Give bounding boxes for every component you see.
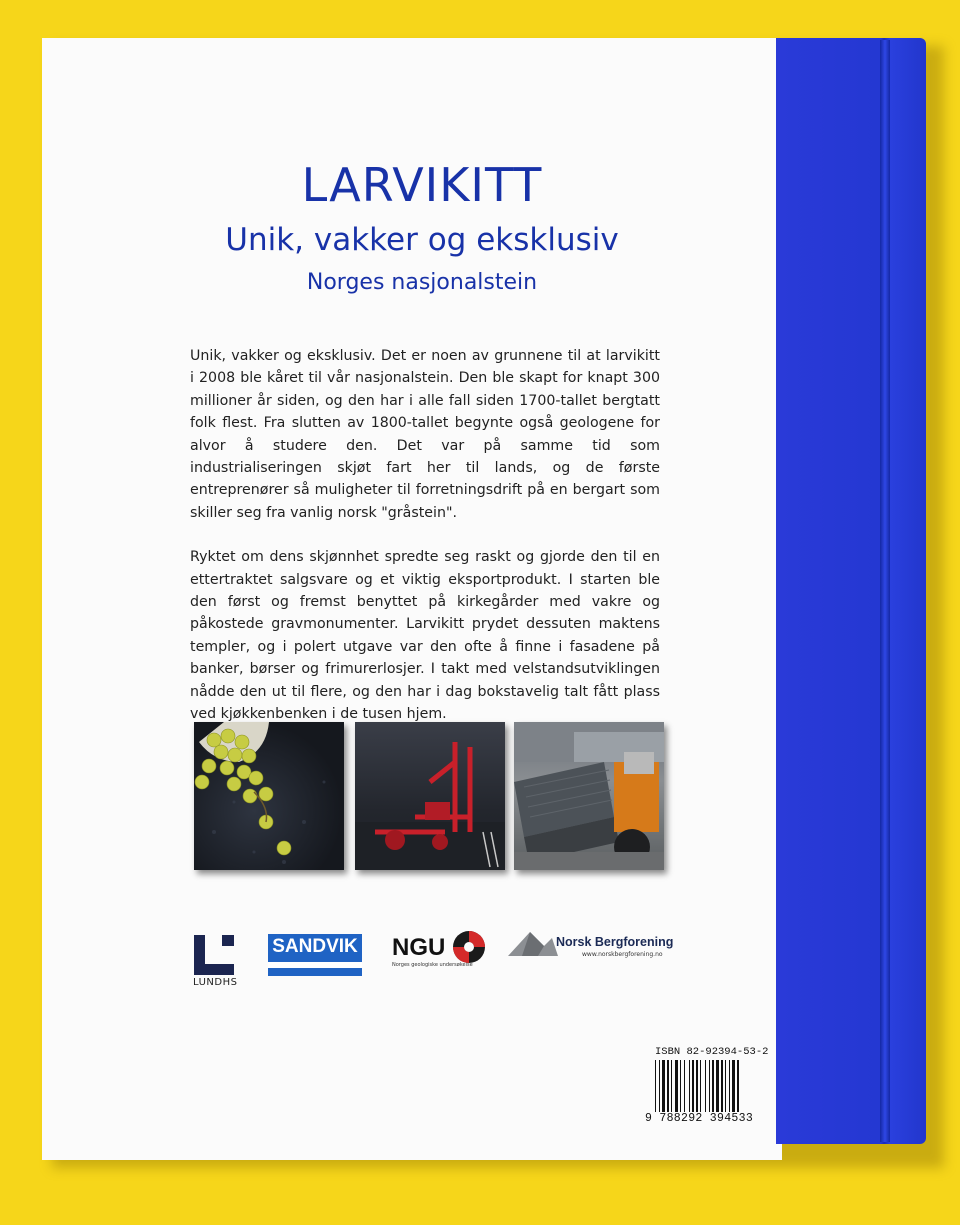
- norsk-bergforening-url: www.norskbergforening.no: [582, 951, 663, 958]
- book-subtitle: Unik, vakker og eksklusiv: [225, 222, 619, 258]
- book-subtitle-secondary: Norges nasjonalstein: [306, 270, 538, 295]
- ngu-logo-text: NGU: [392, 934, 446, 961]
- ngu-logo-subtext: Norges geologiske undersøkelse: [392, 962, 473, 968]
- drilling-rig-image: [355, 722, 505, 870]
- grapes-image: [194, 722, 344, 870]
- spine-groove: [880, 40, 890, 1142]
- ngu-logo-icon: [452, 930, 486, 964]
- lundhs-logo-text: LUNDHS: [193, 977, 238, 988]
- sandvik-logo: SANDVIK: [268, 934, 362, 976]
- photo-drilling-rig: [355, 722, 505, 870]
- book-title: LARVIKITT: [301, 158, 543, 212]
- quarry-image: [514, 722, 664, 870]
- blurb-paragraph-1: Unik, vakker og eksklusiv. Det er noen av grunnene til at larvikitt i 2008 ble kåret til vår nasjonalstein. Den ble skapt for knapt 300 millioner år siden, og den har i alle fall siden 1700-tallet bergtatt folk flest. Fra slutten av 1800-tallet begynte også geologene for alvor å studere den. Det var på samme tid som industrialiseringen skjøt fart her til lands, og de første entreprenører så muligheter til forretningsdrift på en bergart som skiller seg fra vanlig norsk "gråstein".: [190, 348, 660, 521]
- barcode-icon: [654, 1060, 758, 1114]
- blurb-paragraph-2: Ryktet om dens skjønnhet spredte seg raskt og gjorde den til en ettertraktet salgsvare og et viktig eksportprodukt. I starten ble den først og fremst benyttet på kirkegårder med vakre og påkostede gravmonumenter. Larvikitt prydet dessuten maktens templer, og i polert utgave var den ofte å finne i fasadene på banker, børser og frimurerlosjer. I takt med velstandsutviklingen nådde den ut til flere, og den har i dag bokstavelig talt fått plass ved kjøkkenbenken i de tusen hjem.: [190, 549, 660, 723]
- photo-quarry-block: [514, 722, 664, 870]
- lundhs-logo-icon: [194, 935, 234, 975]
- ean-number: 9 788292 394533: [645, 1112, 754, 1125]
- blurb-text: [190, 345, 660, 748]
- isbn-label: ISBN 82-92394-53-2: [655, 1046, 769, 1058]
- norsk-bergforening-logo-text: Norsk Bergforening: [556, 935, 674, 949]
- photo-stone-grapes: [194, 722, 344, 870]
- norsk-bergforening-logo-icon: [508, 930, 558, 956]
